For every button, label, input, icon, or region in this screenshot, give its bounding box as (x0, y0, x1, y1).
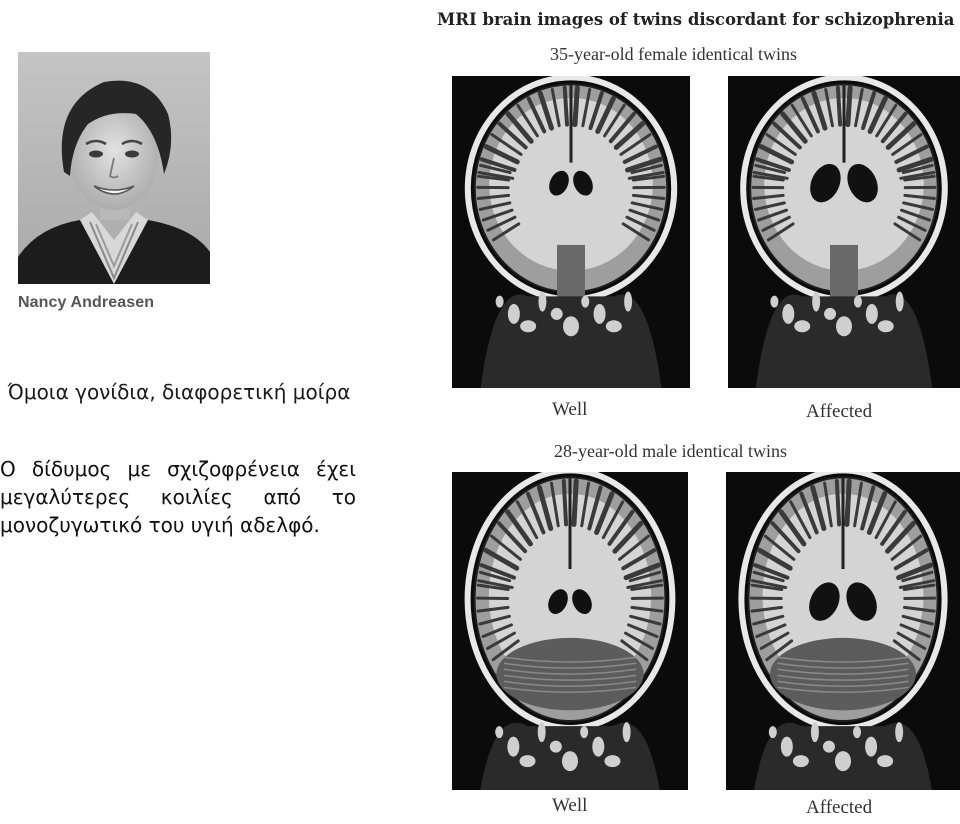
mri-image-female-well (452, 76, 690, 388)
portrait-caption: Nancy Andreasen (18, 294, 155, 311)
mri-scan (728, 76, 960, 388)
label-male-affected: Affected (806, 797, 873, 818)
mri-scan (452, 76, 690, 388)
mri-scan (452, 472, 688, 790)
slide-body-text: Ο δίδυμος με σχιζοφρένεια έχει μεγαλύτερες κοιλίες από το μονοζυγωτικό του υγιή αδελφό. (0, 457, 356, 537)
figure-title: MRI brain images of twins discordant for schizophrenia (437, 10, 955, 29)
mri-image-male-well (452, 472, 688, 790)
group-title-male: 28-year-old male identical twins (554, 441, 788, 461)
label-female-well: Well (552, 399, 588, 420)
group-title-female: 35-year-old female identical twins (550, 44, 798, 64)
portrait-photo (18, 52, 210, 284)
slide-heading: Όμοια γονίδια, διαφορετική μοίρα (7, 380, 351, 404)
label-male-well: Well (552, 795, 588, 816)
mri-image-male-affected (726, 472, 960, 790)
mri-scan (726, 472, 960, 790)
mri-image-female-affected (728, 76, 960, 388)
label-female-affected: Affected (806, 401, 873, 422)
portrait-illustration (18, 52, 210, 284)
